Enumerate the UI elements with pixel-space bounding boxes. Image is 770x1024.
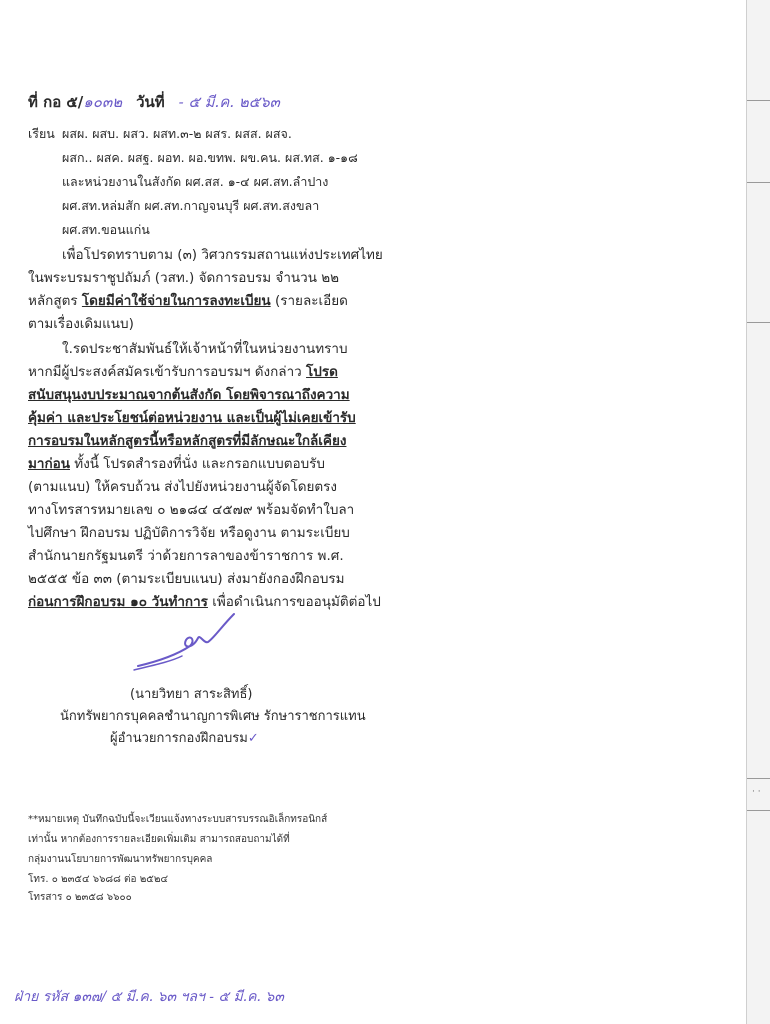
scan-edge-line bbox=[747, 322, 770, 323]
scan-edge-line bbox=[747, 182, 770, 183]
handwritten-check-mark: ✓ bbox=[247, 731, 259, 746]
scan-edge-line bbox=[747, 810, 770, 811]
body-text-line: ทางโทรสารหมายเลข ๐ ๒๑๘๔ ๔๕๗๙ พร้อมจัดทำใบลา bbox=[28, 502, 355, 518]
body-text-line: ตามเรื่องเดิมแนบ) bbox=[28, 316, 134, 332]
emphasis-text-line: การอบรมในหลักสูตรนี้หรือหลักสูตรที่มีลักษณะใกล้เคียง bbox=[28, 433, 347, 449]
body-text-line: ในพระบรมราชูปถัมภ์ (วสท.) จัดการอบรม จำนวน ๒๒ bbox=[28, 270, 340, 286]
handwritten-routing-note: ฝ่าย รหัส ๑๓๗/ ๕ มี.ค. ๖๓ ฯลฯ - ๕ มี.ค. ๖๓ bbox=[14, 989, 284, 1005]
body-text-line: มาก่อน ทั้งนี้ โปรดสำรองที่นั่ง และกรอกแบบตอบรับ bbox=[28, 456, 325, 472]
body-text-line: ใ.รดประชาสัมพันธ์ให้เจ้าหน้าที่ในหน่วยงานทราบ bbox=[62, 341, 348, 357]
recipient-line: และหน่วยงานในสังกัด ผศ.สส. ๑-๔ ผศ.สท.ลำปาง bbox=[62, 174, 329, 189]
signatory-position: ผู้อำนวยการกองฝึกอบรม✓ bbox=[110, 731, 259, 746]
recipient-line: ผศ.สท.ขอนแก่น bbox=[62, 222, 150, 237]
body-text-line: หลักสูตร โดยมีค่าใช้จ่ายในการลงทะเบียน (รายละเอียด bbox=[28, 293, 348, 309]
footnote-line: โทร. ๐ ๒๓๕๔ ๖๖๘๘ ต่อ ๒๕๒๔ bbox=[28, 874, 169, 885]
reference-number: ๑๐๓๒ bbox=[83, 93, 123, 111]
emphasis-text: ก่อนการฝึกอบรม ๑๐ วันทำการ bbox=[28, 594, 208, 610]
body-text-line: สำนักนายกรัฐมนตรี ว่าด้วยการลาของข้าราชการ พ.ศ. bbox=[28, 548, 344, 564]
scan-edge-line bbox=[747, 100, 770, 101]
emphasis-text: มาก่อน bbox=[28, 456, 70, 472]
recipient-line: ผสก.. ผสค. ผสฐ. ผอท. ผอ.ขทพ. ผข.คน. ผส.ทส. ๑-๑๘ bbox=[62, 150, 358, 165]
body-text-line: ก่อนการฝึกอบรม ๑๐ วันทำการ เพื่อดำเนินการขออนุมัติต่อไป bbox=[28, 594, 381, 610]
body-text-line: ไปศึกษา ฝึกอบรม ปฏิบัติการวิจัย หรือดูงาน ตามระเบียบ bbox=[28, 525, 350, 541]
handwritten-signature bbox=[130, 600, 250, 680]
recipient-line: ผศ.สท.หล่มสัก ผศ.สท.กาญจนบุรี ผศ.สท.สงขลา bbox=[62, 198, 320, 213]
recipient-line: ผสผ. ผสบ. ผสว. ผสท.๓-๒ ผสร. ผสส. ผสจ. bbox=[62, 126, 292, 141]
recipient-label: เรียน bbox=[28, 126, 55, 141]
body-text-line: เพื่อโปรดทราบตาม (๓) วิศวกรรมสถานแห่งประเทศไทย bbox=[62, 247, 383, 263]
emphasis-text: โดยมีค่าใช้จ่ายในการลงทะเบียน bbox=[81, 293, 271, 309]
document-date: - ๕ มี.ค. ๒๕๖๓ bbox=[178, 93, 280, 111]
footnote-line: กลุ่มงานนโยบายการพัฒนาทรัพยากรบุคคล bbox=[28, 854, 213, 865]
body-text-line: ๒๕๕๕ ข้อ ๓๓ (ตามระเบียบแนบ) ส่งมายังกองฝึกอบรม bbox=[28, 571, 345, 587]
footnote-line: โทรสาร ๐ ๒๓๕๘ ๖๖๐๐ bbox=[28, 892, 132, 903]
document-reference bbox=[28, 90, 280, 114]
date-label: วันที่ bbox=[136, 93, 165, 111]
scan-edge-line bbox=[747, 778, 770, 779]
footnote-line: เท่านั้น หากต้องการรายละเอียดเพิ่มเติม สามารถสอบถามได้ที่ bbox=[28, 834, 290, 845]
emphasis-text-line: สนับสนุนงบประมาณจากต้นสังกัด โดยพิจารณาถึงความ bbox=[28, 387, 350, 403]
body-text-line: หากมีผู้ประสงค์สมัครเข้ารับการอบรมฯ ดังกล่าว โปรด bbox=[28, 364, 338, 380]
body-text-line: (ตามแนบ) ให้ครบถ้วน ส่งไปยังหน่วยงานผู้จัดโดยตรง bbox=[28, 479, 338, 495]
emphasis-text: โปรด bbox=[306, 364, 338, 380]
scan-edge-mark: · · bbox=[752, 787, 761, 797]
signatory-name: (นายวิทยา สาระสิทธิ์) bbox=[130, 687, 253, 702]
reference-label: ที่ กอ ๕/ bbox=[28, 93, 84, 111]
scan-edge-strip bbox=[746, 0, 770, 1024]
footnote-line: **หมายเหตุ บันทึกฉบับนี้จะเวียนแจ้งทางระบบสารบรรณอิเล็กทรอนิกส์ bbox=[28, 814, 328, 825]
emphasis-text-line: คุ้มค่า และประโยชน์ต่อหน่วยงาน และเป็นผู้ไม่เคยเข้ารับ bbox=[28, 410, 356, 426]
signatory-title: นักทรัพยากรบุคคลชำนาญการพิเศษ รักษาราชการแทน bbox=[60, 709, 366, 724]
